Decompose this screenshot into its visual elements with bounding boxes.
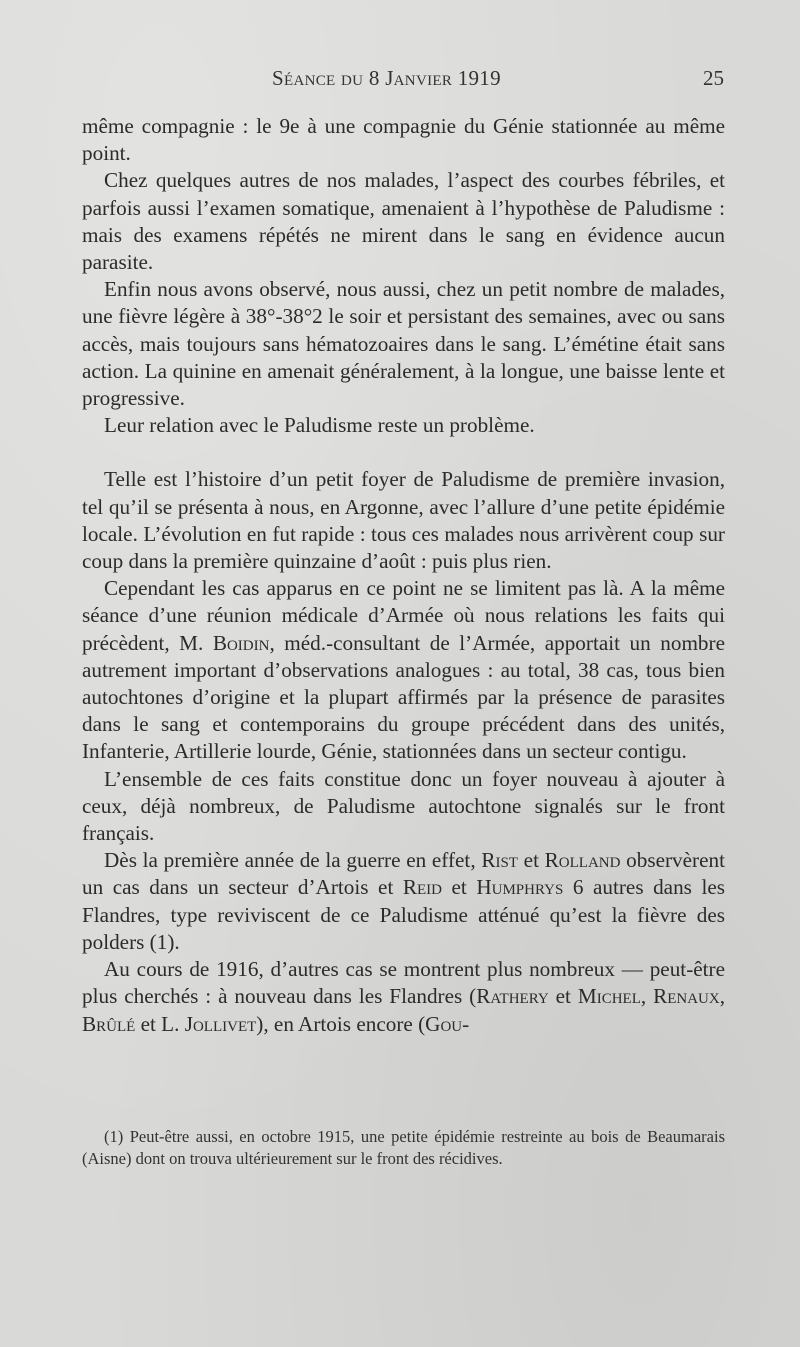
paragraph-6-text-b: , méd.-consultant de l’Armée, apportait un nombre autrement important d’observations analogues : au total, 38 cas, tous bien autochtones d’origine et la plupart affirmés par la présence de parasites dans le sang et contemporains du groupe précédent dans des unités, Infanterie, Artillerie lourde, Génie, stationnées dans un secteur contigu. <box>82 630 725 764</box>
running-title-part-2: 8 <box>368 66 380 90</box>
paragraph-1 <box>82 113 725 167</box>
paragraph-8-text-a: Dès la première année de la guerre en effet, <box>104 848 482 873</box>
paragraph-5-text: Telle est l’histoire d’un petit foyer de Paludisme de première invasion, tel qu’il se présenta à nous, en Argonne, avec l’allure d’une petite épidémie locale. L’évolution en fut rapide : tous ces malades nous arrivèrent coup sur coup dans la première quinzaine d’août : puis plus rien. <box>82 467 725 574</box>
paragraph-1-text: même compagnie : le 9e à une compagnie du Génie stationnée au même point. <box>82 114 725 166</box>
paragraph-4 <box>82 412 725 439</box>
author-name-jollivet: Jollivet <box>184 1011 257 1036</box>
paragraph-2-text: Chez quelques autres de nos malades, l’aspect des courbes fébriles, et parfois aussi l’examen somatique, amenaient à l’hypothèse de Paludisme : mais des examens répétés ne mirent dans le sang en évidence aucun parasite. <box>82 168 725 275</box>
running-head <box>82 66 724 102</box>
paragraph-9-text-c: , <box>640 984 654 1009</box>
running-title-part-3: Janvier <box>379 66 458 90</box>
paragraph-7 <box>82 766 725 848</box>
paragraph-6 <box>82 575 725 765</box>
paragraph-8 <box>82 847 725 956</box>
paragraph-9-text-b: et <box>548 984 578 1009</box>
paragraph-9 <box>82 956 725 1038</box>
paragraph-9-text-a: Au cours de 1916, d’autres cas se montrent plus nombreux — peut-être plus cherchés : à nouveau dans les Flandres ( <box>82 957 725 1009</box>
author-name-reid: Reid <box>402 875 442 900</box>
paragraph-9-text-e: et L. <box>135 1011 185 1036</box>
paragraph-9-text-f: ), en Artois encore ( <box>256 1011 426 1036</box>
paragraph-9-text-d: , <box>719 984 726 1009</box>
paragraph-7-text: L’ensemble de ces faits constitue donc un foyer nouveau à ajouter à ceux, déjà nombreux, de Paludisme autochtone signalés sur le front français. <box>82 766 725 846</box>
author-name-michel: Michel <box>577 984 641 1009</box>
author-name-rathery: Rathery <box>476 984 549 1009</box>
paragraph-4-text: Leur relation avec le Paludisme reste un problème. <box>104 413 535 438</box>
author-name-gou: Gou- <box>425 1011 470 1036</box>
author-name-renaux: Renaux <box>653 984 720 1009</box>
paragraph-8-text-c: observèrent un cas dans un secteur d’Artois et <box>82 848 725 900</box>
paragraph-8-text-e: 6 autres dans les Flandres, type reviviscent de ce Paludisme atténué qu’est la fièvre des polders (1). <box>82 875 725 954</box>
author-name-humphrys: Humphrys <box>476 875 564 900</box>
paragraph-5 <box>82 466 725 575</box>
paragraph-8-text-d: et <box>441 875 477 900</box>
author-name-brule: Brûlé <box>82 1011 136 1036</box>
paragraph-3 <box>82 276 725 412</box>
footnotes <box>82 1126 725 1170</box>
paragraph-2 <box>82 167 725 276</box>
paragraph-6-text-a: Cependant les cas apparus en ce point ne se limitent pas là. A la même séance d’une réunion médicale d’Armée où nous relations les faits qui précèdent, M. <box>82 576 725 655</box>
author-name-rist: Rist <box>481 848 518 873</box>
running-title <box>272 66 501 91</box>
running-title-part-1: Séance du <box>272 66 369 90</box>
page-number: 25 <box>703 66 724 90</box>
paragraph-3-text: Enfin nous avons observé, nous aussi, chez un petit nombre de malades, une fièvre légère à 38°-38°2 le soir et persistant des semaines, avec ou sans accès, mais toujours sans hématozoaires dans le sang. L’émétine était sans action. La quinine en amenait généralement, à la longue, une baisse lente et progressive. <box>82 277 725 411</box>
paragraph-8-text-b: et <box>517 848 545 873</box>
footnote-1-text: (1) Peut-être aussi, en octobre 1915, une petite épidémie restreinte au bois de Beaumarais (Aisne) dont on trouva ultérieurement sur le front des récidives. <box>82 1127 725 1168</box>
footnote-1 <box>82 1126 725 1170</box>
author-name-rolland: Rolland <box>544 848 621 873</box>
author-name-boidin: Boidin <box>212 630 270 655</box>
running-title-part-4: 1919 <box>457 66 501 90</box>
body-text <box>82 113 725 1038</box>
